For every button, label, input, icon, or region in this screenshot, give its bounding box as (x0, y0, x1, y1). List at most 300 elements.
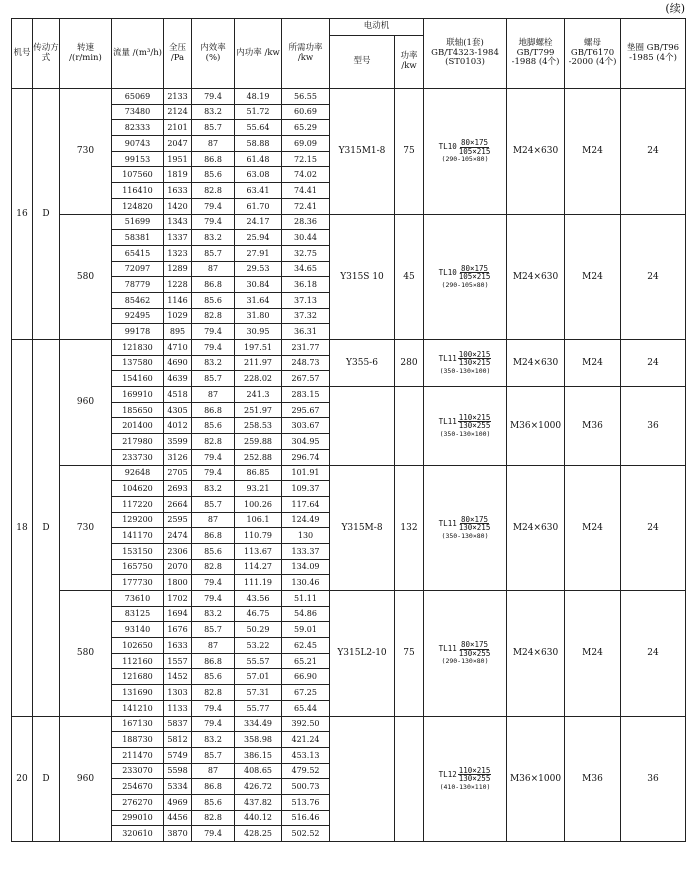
inner-power-cell: 29.53 (235, 261, 282, 277)
nut-cell: M24 (565, 89, 621, 215)
pressure-cell: 1951 (164, 151, 192, 167)
inner-power-cell: 408.65 (235, 763, 282, 779)
pressure-cell: 5837 (164, 716, 192, 732)
coupling-prefix: TL11 (438, 518, 457, 528)
flow-cell: 131690 (112, 685, 164, 701)
bolt-cell: M24×630 (507, 340, 565, 387)
required-power-cell: 72.15 (282, 151, 330, 167)
required-power-cell: 51.11 (282, 591, 330, 607)
coupling-denominator: 130×255 (458, 774, 491, 784)
efficiency-cell: 86.8 (192, 277, 235, 293)
efficiency-cell: 83.2 (192, 481, 235, 497)
required-power-cell: 67.25 (282, 685, 330, 701)
efficiency-cell: 82.8 (192, 685, 235, 701)
pressure-cell: 1452 (164, 669, 192, 685)
coupling-cell (424, 340, 507, 387)
coupling-cell (424, 591, 507, 717)
required-power-cell: 516.46 (282, 810, 330, 826)
motor-power-cell: 75 (395, 591, 424, 717)
coupling-prefix: TL10 (438, 267, 457, 277)
pressure-cell: 4639 (164, 371, 192, 387)
flow-cell: 121680 (112, 669, 164, 685)
pressure-cell: 2705 (164, 465, 192, 481)
inner-power-cell: 30.84 (235, 277, 282, 293)
inner-power-cell: 30.95 (235, 324, 282, 340)
table-row (12, 465, 686, 481)
inner-power-cell: 386.15 (235, 747, 282, 763)
header-machine-no: 机号 (12, 19, 33, 89)
pressure-cell: 1800 (164, 575, 192, 591)
pressure-cell: 4969 (164, 794, 192, 810)
pressure-cell: 1702 (164, 591, 192, 607)
inner-power-cell: 25.94 (235, 230, 282, 246)
efficiency-cell: 79.4 (192, 591, 235, 607)
pressure-cell: 1323 (164, 245, 192, 261)
inner-power-cell: 100.26 (235, 496, 282, 512)
required-power-cell: 134.09 (282, 559, 330, 575)
motor-power-cell (395, 387, 424, 465)
coupling-spec (424, 767, 506, 791)
drive-cell: D (33, 340, 60, 717)
coupling-frac (458, 351, 492, 367)
flow-cell: 154160 (112, 371, 164, 387)
pressure-cell: 1694 (164, 606, 192, 622)
required-power-cell: 117.64 (282, 496, 330, 512)
inner-power-cell: 48.19 (235, 89, 282, 105)
coupling-spec (424, 414, 506, 438)
header-nut: 螺母 GB/T6170 -2000 (4个) (565, 19, 621, 89)
flow-cell: 165750 (112, 559, 164, 575)
coupling-subspec: (290-105×80) (441, 280, 489, 289)
motor-model-cell: Y355-6 (330, 340, 395, 387)
inner-power-cell: 334.49 (235, 716, 282, 732)
required-power-cell: 56.55 (282, 89, 330, 105)
inner-power-cell: 426.72 (235, 779, 282, 795)
drive-cell: D (33, 89, 60, 340)
inner-power-cell: 211.97 (235, 355, 282, 371)
flow-cell: 167130 (112, 716, 164, 732)
flow-cell: 58381 (112, 230, 164, 246)
required-power-cell: 66.90 (282, 669, 330, 685)
efficiency-cell: 85.6 (192, 292, 235, 308)
required-power-cell: 513.76 (282, 794, 330, 810)
inner-power-cell: 259.88 (235, 434, 282, 450)
pressure-cell: 2047 (164, 136, 192, 152)
inner-power-cell: 55.57 (235, 653, 282, 669)
speed-cell: 730 (60, 465, 112, 591)
coupling-subspec: (350-130×100) (439, 429, 491, 438)
nut-cell: M36 (565, 716, 621, 842)
pressure-cell: 5598 (164, 763, 192, 779)
flow-cell: 141170 (112, 528, 164, 544)
coupling-numerator: 110×215 (458, 412, 491, 422)
required-power-cell: 283.15 (282, 387, 330, 403)
motor-power-cell (395, 716, 424, 842)
coupling-numerator: 80×175 (460, 138, 489, 148)
pressure-cell: 1633 (164, 638, 192, 654)
flow-cell: 51699 (112, 214, 164, 230)
motor-model-cell: Y315S 10 (330, 214, 395, 340)
flow-cell: 137580 (112, 355, 164, 371)
required-power-cell: 392.50 (282, 716, 330, 732)
flow-cell: 276270 (112, 794, 164, 810)
efficiency-cell: 79.4 (192, 826, 235, 842)
inner-power-cell: 251.97 (235, 402, 282, 418)
speed-cell: 960 (60, 716, 112, 842)
required-power-cell: 133.37 (282, 543, 330, 559)
coupling-cell (424, 89, 507, 215)
efficiency-cell: 79.4 (192, 716, 235, 732)
required-power-cell: 65.21 (282, 653, 330, 669)
coupling-fraction (439, 351, 492, 367)
motor-model-cell: Y315L2-10 (330, 591, 395, 717)
flow-cell: 169910 (112, 387, 164, 403)
efficiency-cell: 87 (192, 387, 235, 403)
inner-power-cell: 63.41 (235, 183, 282, 199)
inner-power-cell: 27.91 (235, 245, 282, 261)
pressure-cell: 3126 (164, 449, 192, 465)
inner-power-cell: 55.77 (235, 700, 282, 716)
flow-cell: 73610 (112, 591, 164, 607)
efficiency-cell: 87 (192, 763, 235, 779)
inner-power-cell: 55.64 (235, 120, 282, 136)
coupling-cell (424, 387, 507, 465)
machine-no-cell: 18 (12, 340, 33, 717)
coupling-fraction (439, 414, 492, 430)
coupling-cell (424, 214, 507, 340)
flow-cell: 107560 (112, 167, 164, 183)
inner-power-cell: 241.3 (235, 387, 282, 403)
coupling-denominator: 130×255 (458, 648, 491, 658)
inner-power-cell: 252.88 (235, 449, 282, 465)
pressure-cell: 2664 (164, 496, 192, 512)
efficiency-cell: 79.4 (192, 700, 235, 716)
flow-cell: 65415 (112, 245, 164, 261)
pressure-cell: 4012 (164, 418, 192, 434)
flow-cell: 124820 (112, 198, 164, 214)
required-power-cell: 296.74 (282, 449, 330, 465)
required-power-cell: 65.29 (282, 120, 330, 136)
efficiency-cell: 82.8 (192, 810, 235, 826)
efficiency-cell: 87 (192, 512, 235, 528)
efficiency-cell: 86.8 (192, 653, 235, 669)
coupling-prefix: TL10 (438, 142, 457, 152)
inner-power-cell: 43.56 (235, 591, 282, 607)
nut-cell: M24 (565, 214, 621, 340)
flow-cell: 254670 (112, 779, 164, 795)
nut-cell: M24 (565, 465, 621, 591)
coupling-spec (424, 516, 506, 540)
motor-power-cell: 45 (395, 214, 424, 340)
coupling-spec (424, 351, 506, 375)
pressure-cell: 1676 (164, 622, 192, 638)
inner-power-cell: 31.80 (235, 308, 282, 324)
flow-cell: 320610 (112, 826, 164, 842)
flow-cell: 116410 (112, 183, 164, 199)
coupling-prefix: TL11 (438, 644, 457, 654)
required-power-cell: 453.13 (282, 747, 330, 763)
required-power-cell: 267.57 (282, 371, 330, 387)
washer-cell: 24 (621, 89, 686, 215)
pressure-cell: 2101 (164, 120, 192, 136)
inner-power-cell: 57.01 (235, 669, 282, 685)
inner-power-cell: 57.31 (235, 685, 282, 701)
flow-cell: 85462 (112, 292, 164, 308)
coupling-frac (458, 641, 492, 657)
pressure-cell: 5812 (164, 732, 192, 748)
flow-cell: 211470 (112, 747, 164, 763)
efficiency-cell: 85.7 (192, 245, 235, 261)
inner-power-cell: 53.22 (235, 638, 282, 654)
pressure-cell: 895 (164, 324, 192, 340)
header-bolt: 地脚螺栓 GB/T799 -1988 (4个) (507, 19, 565, 89)
flow-cell: 92648 (112, 465, 164, 481)
header-motor-model: 型号 (330, 36, 395, 89)
required-power-cell: 72.41 (282, 198, 330, 214)
coupling-frac (458, 139, 492, 155)
motor-model-cell (330, 387, 395, 465)
required-power-cell: 28.36 (282, 214, 330, 230)
efficiency-cell: 79.4 (192, 89, 235, 105)
efficiency-cell: 85.6 (192, 167, 235, 183)
pressure-cell: 1420 (164, 198, 192, 214)
table-row (12, 387, 686, 403)
efficiency-cell: 86.8 (192, 779, 235, 795)
required-power-cell: 36.31 (282, 324, 330, 340)
speed-cell: 730 (60, 89, 112, 215)
efficiency-cell: 85.7 (192, 622, 235, 638)
efficiency-cell: 79.4 (192, 575, 235, 591)
washer-cell: 36 (621, 387, 686, 465)
required-power-cell: 65.44 (282, 700, 330, 716)
coupling-frac (458, 767, 492, 783)
inner-power-cell: 358.98 (235, 732, 282, 748)
coupling-numerator: 100×215 (458, 349, 491, 359)
required-power-cell: 37.32 (282, 308, 330, 324)
washer-cell: 24 (621, 465, 686, 591)
efficiency-cell: 85.6 (192, 418, 235, 434)
flow-cell: 233070 (112, 763, 164, 779)
motor-power-cell: 75 (395, 89, 424, 215)
flow-cell: 112160 (112, 653, 164, 669)
required-power-cell: 36.18 (282, 277, 330, 293)
required-power-cell: 130.46 (282, 575, 330, 591)
header-pressure: 全压 /Pa (164, 19, 192, 89)
required-power-cell: 69.09 (282, 136, 330, 152)
motor-model-cell: Y315M-8 (330, 465, 395, 591)
efficiency-cell: 83.2 (192, 355, 235, 371)
nut-cell: M24 (565, 340, 621, 387)
coupling-prefix: TL12 (438, 769, 457, 779)
motor-power-cell: 280 (395, 340, 424, 387)
coupling-subspec: (350-130×80) (441, 531, 489, 540)
efficiency-cell: 79.4 (192, 198, 235, 214)
fan-performance-table (11, 18, 686, 842)
efficiency-cell: 82.8 (192, 183, 235, 199)
required-power-cell: 62.45 (282, 638, 330, 654)
inner-power-cell: 61.70 (235, 198, 282, 214)
inner-power-cell: 110.79 (235, 528, 282, 544)
required-power-cell: 130 (282, 528, 330, 544)
inner-power-cell: 46.75 (235, 606, 282, 622)
required-power-cell: 32.75 (282, 245, 330, 261)
header-washer: 垫圈 GB/T96 -1985 (4个) (621, 19, 686, 89)
efficiency-cell: 85.7 (192, 371, 235, 387)
efficiency-cell: 83.2 (192, 732, 235, 748)
inner-power-cell: 51.72 (235, 104, 282, 120)
flow-cell: 104620 (112, 481, 164, 497)
required-power-cell: 60.69 (282, 104, 330, 120)
coupling-cell (424, 465, 507, 591)
flow-cell: 92495 (112, 308, 164, 324)
efficiency-cell: 79.4 (192, 324, 235, 340)
coupling-subspec: (410-130×110) (439, 782, 491, 791)
coupling-frac (458, 265, 492, 281)
inner-power-cell: 114.27 (235, 559, 282, 575)
inner-power-cell: 228.02 (235, 371, 282, 387)
coupling-fraction (439, 516, 492, 532)
required-power-cell: 248.73 (282, 355, 330, 371)
required-power-cell: 34.65 (282, 261, 330, 277)
header-required-power: 所需功率 /kw (282, 19, 330, 89)
flow-cell: 83125 (112, 606, 164, 622)
motor-model-cell: Y315M1-8 (330, 89, 395, 215)
efficiency-cell: 83.2 (192, 606, 235, 622)
pressure-cell: 3599 (164, 434, 192, 450)
required-power-cell: 421.24 (282, 732, 330, 748)
flow-cell: 102650 (112, 638, 164, 654)
efficiency-cell: 79.4 (192, 449, 235, 465)
pressure-cell: 2306 (164, 543, 192, 559)
machine-no-cell: 16 (12, 89, 33, 340)
coupling-denominator: 130×255 (458, 421, 491, 431)
coupling-spec (424, 641, 506, 665)
washer-cell: 24 (621, 214, 686, 340)
required-power-cell: 37.13 (282, 292, 330, 308)
speed-cell: 580 (60, 214, 112, 340)
inner-power-cell: 86.85 (235, 465, 282, 481)
efficiency-cell: 79.4 (192, 465, 235, 481)
table-row (12, 716, 686, 732)
bolt-cell: M24×630 (507, 89, 565, 215)
flow-cell: 153150 (112, 543, 164, 559)
flow-cell: 185650 (112, 402, 164, 418)
flow-cell: 99153 (112, 151, 164, 167)
pressure-cell: 1303 (164, 685, 192, 701)
bolt-cell: M36×1000 (507, 387, 565, 465)
table-row (12, 591, 686, 607)
coupling-denominator: 105×215 (458, 146, 491, 156)
table-row (12, 89, 686, 105)
coupling-denominator: 130×215 (458, 523, 491, 533)
pressure-cell: 4710 (164, 340, 192, 356)
coupling-cell (424, 716, 507, 842)
coupling-subspec: (290-130×80) (441, 657, 489, 666)
efficiency-cell: 86.8 (192, 151, 235, 167)
required-power-cell: 303.67 (282, 418, 330, 434)
pressure-cell: 4518 (164, 387, 192, 403)
inner-power-cell: 428.25 (235, 826, 282, 842)
header-motor: 电动机 (330, 19, 424, 36)
inner-power-cell: 258.53 (235, 418, 282, 434)
speed-cell: 580 (60, 591, 112, 717)
nut-cell: M36 (565, 387, 621, 465)
efficiency-cell: 82.8 (192, 434, 235, 450)
bolt-cell: M24×630 (507, 465, 565, 591)
inner-power-cell: 63.08 (235, 167, 282, 183)
efficiency-cell: 87 (192, 638, 235, 654)
efficiency-cell: 79.4 (192, 214, 235, 230)
coupling-fraction (439, 767, 492, 783)
flow-cell: 217980 (112, 434, 164, 450)
header-inner-power: 内功率 /kw (235, 19, 282, 89)
inner-power-cell: 440.12 (235, 810, 282, 826)
coupling-denominator: 105×215 (458, 272, 491, 282)
coupling-frac (458, 414, 492, 430)
coupling-subspec: (350-130×100) (439, 366, 491, 375)
coupling-fraction (439, 265, 492, 281)
pressure-cell: 2070 (164, 559, 192, 575)
pressure-cell: 3870 (164, 826, 192, 842)
header-drive: 传动方式 (33, 19, 60, 89)
required-power-cell: 59.01 (282, 622, 330, 638)
continued-label: (续) (665, 2, 685, 15)
required-power-cell: 231.77 (282, 340, 330, 356)
speed-cell: 960 (60, 340, 112, 466)
pressure-cell: 4690 (164, 355, 192, 371)
washer-cell: 36 (621, 716, 686, 842)
inner-power-cell: 197.51 (235, 340, 282, 356)
efficiency-cell: 85.7 (192, 496, 235, 512)
efficiency-cell: 83.2 (192, 230, 235, 246)
flow-cell: 121830 (112, 340, 164, 356)
required-power-cell: 479.52 (282, 763, 330, 779)
pressure-cell: 5749 (164, 747, 192, 763)
flow-cell: 90743 (112, 136, 164, 152)
flow-cell: 141210 (112, 700, 164, 716)
coupling-prefix: TL11 (438, 416, 457, 426)
efficiency-cell: 85.6 (192, 794, 235, 810)
required-power-cell: 74.41 (282, 183, 330, 199)
header-speed: 转速 /(r/min) (60, 19, 112, 89)
inner-power-cell: 58.88 (235, 136, 282, 152)
inner-power-cell: 31.64 (235, 292, 282, 308)
efficiency-cell: 85.6 (192, 543, 235, 559)
efficiency-cell: 82.8 (192, 559, 235, 575)
motor-power-cell: 132 (395, 465, 424, 591)
flow-cell: 129200 (112, 512, 164, 528)
flow-cell: 99178 (112, 324, 164, 340)
motor-model-cell (330, 716, 395, 842)
required-power-cell: 500.73 (282, 779, 330, 795)
pressure-cell: 2474 (164, 528, 192, 544)
efficiency-cell: 87 (192, 261, 235, 277)
inner-power-cell: 113.67 (235, 543, 282, 559)
washer-cell: 24 (621, 340, 686, 387)
inner-power-cell: 93.21 (235, 481, 282, 497)
coupling-fraction (439, 139, 492, 155)
pressure-cell: 4305 (164, 402, 192, 418)
bolt-cell: M24×630 (507, 591, 565, 717)
machine-no-cell: 20 (12, 716, 33, 842)
required-power-cell: 304.95 (282, 434, 330, 450)
pressure-cell: 1633 (164, 183, 192, 199)
coupling-spec (424, 139, 506, 163)
flow-cell: 188730 (112, 732, 164, 748)
header-coupling: 联轴(1套) GB/T4323-1984 (ST0103) (424, 19, 507, 89)
efficiency-cell: 82.8 (192, 308, 235, 324)
coupling-prefix: TL11 (438, 354, 457, 364)
